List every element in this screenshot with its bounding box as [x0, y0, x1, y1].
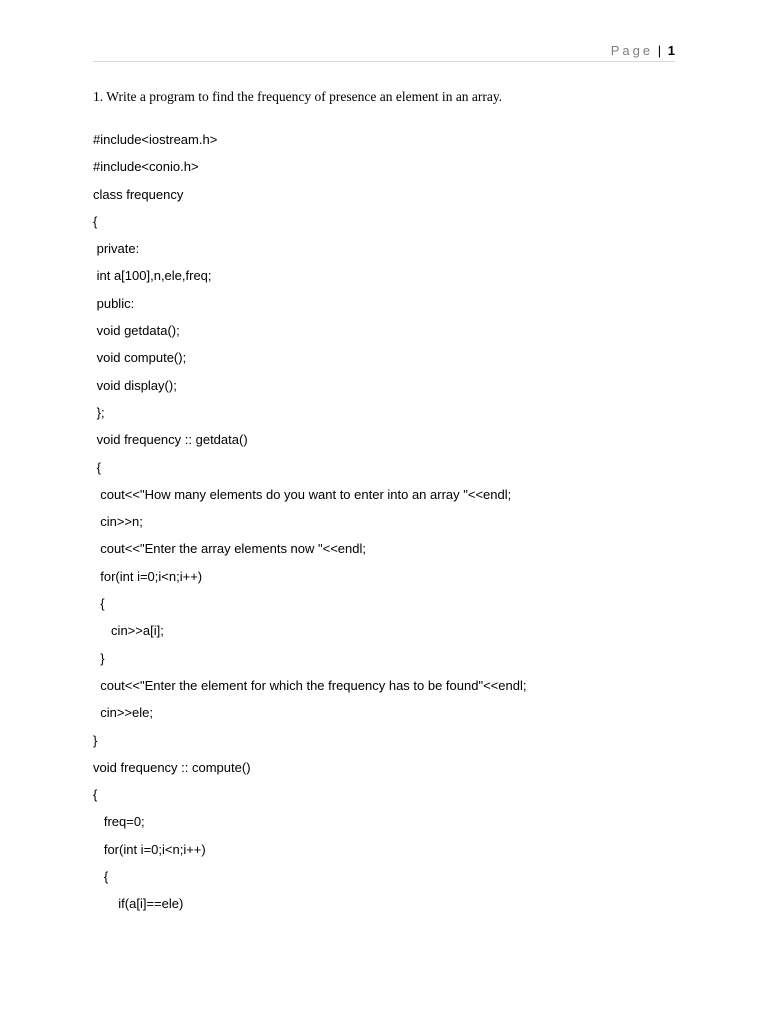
code-line: } [93, 650, 105, 666]
code-line: if(a[i]==ele) [93, 896, 184, 912]
code-line: void getdata(); [93, 323, 180, 339]
code-line: }; [93, 404, 105, 420]
page-header [93, 40, 675, 62]
code-line: { [93, 213, 98, 229]
code-line: #include<iostream.h> [93, 132, 218, 147]
page-number-indicator [611, 43, 675, 58]
code-line: cout<<"How many elements do you want to enter into an array "<<endl; [93, 486, 512, 502]
code-line: cin>>a[i]; [93, 623, 164, 639]
code-line: cout<<"Enter the element for which the frequency has to be found"<<endl; [93, 677, 527, 693]
code-line: #include<conio.h> [93, 159, 199, 175]
question-text: 1. Write a program to find the frequency of presence an element in an array. [93, 89, 503, 104]
page-number: 1 [667, 43, 675, 58]
code-line: for(int i=0;i<n;i++) [93, 568, 203, 584]
code-line: { [93, 787, 98, 803]
code-line: { [93, 459, 101, 475]
code-line: { [93, 596, 105, 612]
page-separator: | [657, 43, 662, 58]
code-line: { [93, 869, 109, 885]
code-line: private: [93, 241, 140, 257]
code-line: cin>>n; [93, 514, 143, 530]
code-block [93, 131, 526, 923]
code-line: for(int i=0;i<n;i++) [93, 841, 206, 857]
code-line: class frequency [93, 186, 184, 202]
code-line: void display(); [93, 377, 177, 393]
code-line: } [93, 732, 98, 748]
code-line: cin>>ele; [93, 705, 153, 721]
code-line: freq=0; [93, 814, 145, 830]
code-line: void frequency :: compute() [93, 759, 251, 775]
page-label: Page [610, 43, 654, 58]
code-line: void compute(); [93, 350, 187, 366]
code-line: void frequency :: getdata() [93, 432, 248, 448]
code-line: cout<<"Enter the array elements now "<<endl; [93, 541, 366, 557]
code-line: int a[100],n,ele,freq; [93, 268, 212, 284]
code-line: public: [93, 295, 135, 311]
